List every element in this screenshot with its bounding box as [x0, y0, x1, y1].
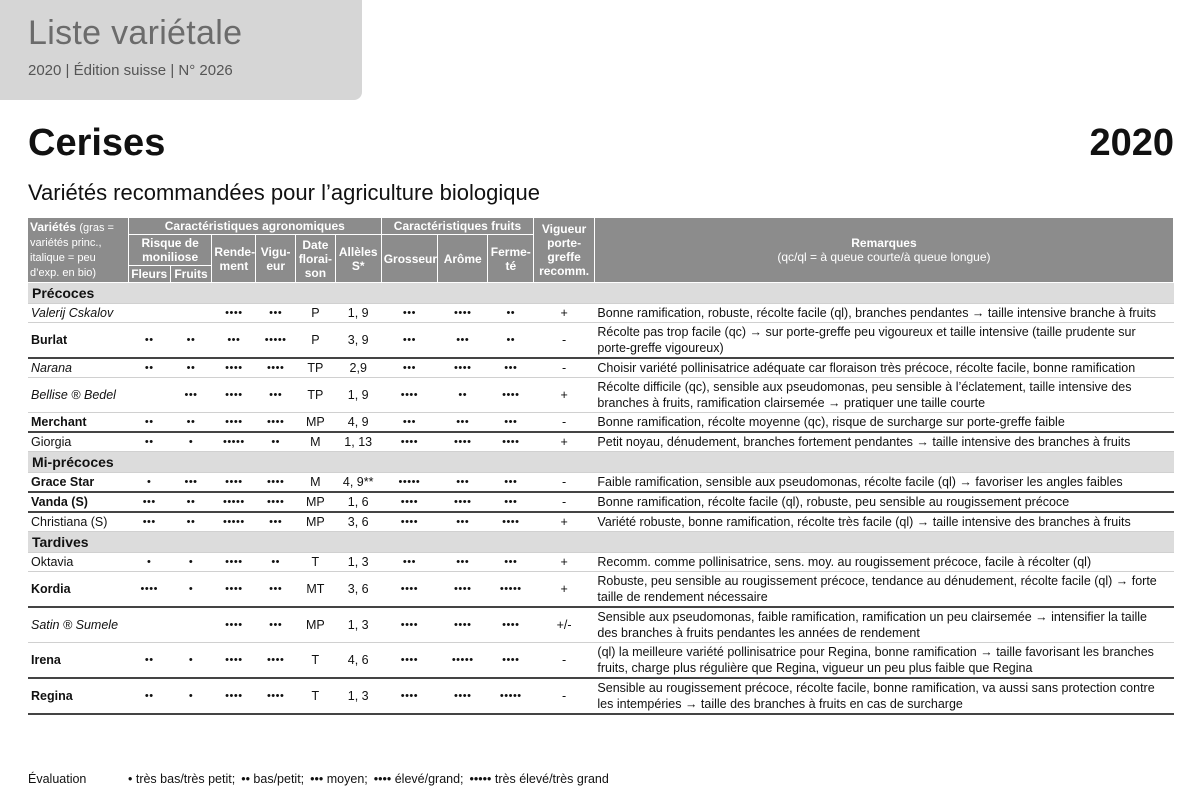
cell-remarque: Recomm. comme pollinisatrice, sens. moy. au rougissement précoce, facile à récolter (ql)	[594, 553, 1173, 572]
cell-fermete: •••	[488, 358, 534, 378]
cell-alleles: 1, 9	[335, 304, 381, 323]
cell-vigueur: ••••	[256, 678, 296, 714]
cell-fruits: •	[170, 572, 212, 608]
cell-grosseur: ••••	[381, 492, 437, 512]
cell-arome: ••••	[438, 607, 488, 643]
cell-arome: ••••	[438, 678, 488, 714]
variety-name: Burlat	[28, 323, 128, 359]
legend-item: ••••• très élevé/très grand	[469, 772, 609, 786]
cell-fleurs: ••••	[128, 572, 170, 608]
cell-fermete: ••••	[488, 432, 534, 452]
header-fruits-col: Fruits	[170, 266, 212, 283]
cell-grosseur: •••	[381, 323, 437, 359]
section-header	[28, 532, 1174, 553]
cell-fruits: •	[170, 553, 212, 572]
cell-remarque: Bonne ramification, récolte moyenne (qc), risque de surcharge sur porte-greffe faible	[594, 413, 1173, 433]
cell-vigueur: ••••	[256, 358, 296, 378]
cell-fruits: •	[170, 432, 212, 452]
table-row	[28, 512, 1174, 532]
header-fruits: Caractéristiques fruits	[381, 218, 534, 235]
cell-remarque: Bonne ramification, récolte facile (ql), robuste, peu sensible au rougissement précoce	[594, 492, 1173, 512]
variety-name: Giorgia	[28, 432, 128, 452]
variety-name: Regina	[28, 678, 128, 714]
cell-fruits: •	[170, 678, 212, 714]
cell-grosseur: •••	[381, 358, 437, 378]
variety-name: Valerij Cskalov	[28, 304, 128, 323]
cell-grosseur: •••	[381, 304, 437, 323]
table-row	[28, 553, 1174, 572]
cell-remarque: Variété robuste, bonne ramification, récolte très facile (ql) → taille intensive des branches à fruits	[594, 512, 1173, 532]
cell-alleles: 4, 9	[335, 413, 381, 433]
table-row	[28, 323, 1174, 359]
cell-rendement: ••••	[212, 678, 256, 714]
cell-arome: •••	[438, 413, 488, 433]
cell-vigueur: ••••	[256, 643, 296, 679]
header-grosseur: Grosseur	[381, 235, 437, 283]
cell-fermete: ••••	[488, 607, 534, 643]
cell-grosseur: ••••	[381, 678, 437, 714]
cell-rendement: •••••	[212, 492, 256, 512]
cell-pg: +	[534, 553, 595, 572]
cell-grosseur: ••••	[381, 607, 437, 643]
cell-fleurs: •	[128, 553, 170, 572]
table-row	[28, 678, 1174, 714]
cell-alleles: 3, 9	[335, 323, 381, 359]
cell-pg: +	[534, 304, 595, 323]
cell-alleles: 4, 6	[335, 643, 381, 679]
table-row	[28, 643, 1174, 679]
page-title: Cerises	[28, 122, 166, 164]
cell-remarque: Faible ramification, sensible aux pseudomonas, récolte facile (ql) → favoriser les angles faibles	[594, 473, 1173, 493]
cell-date: TP	[296, 358, 336, 378]
cell-fruits: ••	[170, 358, 212, 378]
header-remarques: Remarques (qc/ql = à queue courte/à queue longue)	[594, 218, 1173, 283]
cell-date: TP	[296, 378, 336, 413]
cell-vigueur: ••••	[256, 473, 296, 493]
cell-fermete: ••••	[488, 512, 534, 532]
cell-alleles: 1, 3	[335, 553, 381, 572]
header-subtitle: 2020 | Édition suisse | N° 2026	[28, 62, 233, 79]
header-date: Date florai-son	[296, 235, 336, 283]
variety-name: Oktavia	[28, 553, 128, 572]
cell-grosseur: ••••	[381, 643, 437, 679]
cell-fleurs	[128, 607, 170, 643]
table-row	[28, 432, 1174, 452]
legend-label: Évaluation	[28, 772, 87, 786]
cell-fruits	[170, 607, 212, 643]
header-vigueur-pg: Vigueur porte-greffe recomm.	[534, 218, 595, 283]
cell-rendement: ••••	[212, 607, 256, 643]
cell-fruits: ••	[170, 323, 212, 359]
cell-alleles: 2,9	[335, 358, 381, 378]
cell-date: MP	[296, 512, 336, 532]
cell-alleles: 1, 3	[335, 678, 381, 714]
cell-alleles: 1, 6	[335, 492, 381, 512]
legend-item: ••• moyen;	[310, 772, 368, 786]
header-box	[0, 0, 362, 100]
cell-fleurs: ••	[128, 413, 170, 433]
cell-arome: ••••	[438, 358, 488, 378]
variety-name: Narana	[28, 358, 128, 378]
table-row	[28, 358, 1174, 378]
legend	[28, 772, 609, 786]
cell-arome: ••••	[438, 572, 488, 608]
header-risque: Risque de moniliose	[128, 235, 212, 266]
cell-fleurs: •••	[128, 512, 170, 532]
table-row	[28, 492, 1174, 512]
table-row	[28, 607, 1174, 643]
cell-fermete: •••	[488, 553, 534, 572]
cell-pg: -	[534, 358, 595, 378]
cell-remarque: Sensible aux pseudomonas, faible ramification, ramification un peu clairsemée → intensifier la taille des branches à fruits pendantes les années de rendement	[594, 607, 1173, 643]
page-subtitle: Variétés recommandées pour l’agriculture biologique	[28, 180, 540, 205]
cell-pg: +/-	[534, 607, 595, 643]
cell-arome: ••••	[438, 492, 488, 512]
variety-name: Bellise ® Bedel	[28, 378, 128, 413]
cell-date: P	[296, 304, 336, 323]
cell-pg: -	[534, 678, 595, 714]
variety-name: Irena	[28, 643, 128, 679]
cell-remarque: Petit noyau, dénudement, branches fortement pendantes → taille intensive des branches à fruits	[594, 432, 1173, 452]
cell-rendement: •••••	[212, 512, 256, 532]
cell-pg: +	[534, 432, 595, 452]
cell-rendement: ••••	[212, 358, 256, 378]
section-header	[28, 283, 1174, 304]
cell-vigueur: ••••	[256, 492, 296, 512]
cell-pg: +	[534, 378, 595, 413]
cell-rendement: ••••	[212, 304, 256, 323]
cell-rendement: ••••	[212, 643, 256, 679]
variety-name: Vanda (S)	[28, 492, 128, 512]
legend-item: •••• élevé/grand;	[373, 772, 464, 786]
cell-fermete: •••	[488, 413, 534, 433]
header-arome: Arôme	[438, 235, 488, 283]
cell-fleurs: •	[128, 473, 170, 493]
cell-fleurs: ••	[128, 643, 170, 679]
cell-pg: -	[534, 492, 595, 512]
variety-name: Satin ® Sumele	[28, 607, 128, 643]
table-row	[28, 378, 1174, 413]
page-year: 2020	[1089, 122, 1174, 164]
cell-fleurs: ••	[128, 358, 170, 378]
table-row	[28, 413, 1174, 433]
cell-vigueur: •••	[256, 378, 296, 413]
table-row	[28, 473, 1174, 493]
cell-fermete: ••	[488, 304, 534, 323]
header-vigueur: Vigu-eur	[256, 235, 296, 283]
cell-alleles: 3, 6	[335, 512, 381, 532]
cell-vigueur: ••	[256, 553, 296, 572]
cell-rendement: ••••	[212, 413, 256, 433]
cell-date: T	[296, 678, 336, 714]
cell-grosseur: •••	[381, 553, 437, 572]
header-title: Liste variétale	[28, 14, 243, 52]
variety-name: Grace Star	[28, 473, 128, 493]
cell-fermete: ••••	[488, 643, 534, 679]
cell-vigueur: •••	[256, 304, 296, 323]
header-varietes: Variétés (gras = variétés princ., italique = peu d’exp. en bio)	[28, 218, 128, 283]
variety-name: Merchant	[28, 413, 128, 433]
cell-date: MT	[296, 572, 336, 608]
cell-grosseur: ••••	[381, 512, 437, 532]
cell-remarque: Récolte difficile (qc), sensible aux pseudomonas, peu sensible à l’éclatement, taille intensive des branches à fruits, ramification clairsemée → pratiquer une taille courte	[594, 378, 1173, 413]
header-rendement: Rende-ment	[212, 235, 256, 283]
cell-fleurs	[128, 378, 170, 413]
cell-fleurs: ••	[128, 323, 170, 359]
cell-fermete: •••	[488, 492, 534, 512]
cell-pg: -	[534, 643, 595, 679]
cell-fruits: ••	[170, 492, 212, 512]
cell-date: M	[296, 473, 336, 493]
table-row	[28, 304, 1174, 323]
cell-arome: •••	[438, 553, 488, 572]
header-agro: Caractéristiques agronomiques	[128, 218, 381, 235]
cell-remarque: Bonne ramification, robuste, récolte facile (ql), branches pendantes → taille intensive branche à fruits	[594, 304, 1173, 323]
cell-fruits	[170, 304, 212, 323]
cell-alleles: 4, 9**	[335, 473, 381, 493]
section-title: Mi-précoces	[28, 452, 1174, 473]
cell-date: MP	[296, 413, 336, 433]
cell-fruits: •••	[170, 473, 212, 493]
cell-remarque: Choisir variété pollinisatrice adéquate car floraison très précoce, récolte facile, bonne ramification	[594, 358, 1173, 378]
cell-fruits: •••	[170, 378, 212, 413]
cell-remarque: Récolte pas trop facile (qc) → sur porte-greffe peu vigoureux et taille intensive (taille prudente sur porte-greffe vigoureux)	[594, 323, 1173, 359]
variety-table	[28, 218, 1174, 715]
cell-date: P	[296, 323, 336, 359]
cell-vigueur: ••••	[256, 413, 296, 433]
cell-fermete: ••••	[488, 378, 534, 413]
cell-fleurs: ••	[128, 678, 170, 714]
cell-alleles: 1, 9	[335, 378, 381, 413]
cell-date: MP	[296, 492, 336, 512]
cell-rendement: ••••	[212, 553, 256, 572]
cell-alleles: 1, 13	[335, 432, 381, 452]
header-alleles: Allèles S*	[335, 235, 381, 283]
cell-rendement: •••	[212, 323, 256, 359]
cell-fruits: ••	[170, 512, 212, 532]
cell-arome: •••	[438, 512, 488, 532]
cell-fermete: •••••	[488, 572, 534, 608]
cell-date: MP	[296, 607, 336, 643]
section-title: Tardives	[28, 532, 1174, 553]
cell-remarque: (ql) la meilleure variété pollinisatrice pour Regina, bonne ramification → taille favorisant les branches fruits, charge plus régulière que Regina, vigueur un peu plus faible que Regina	[594, 643, 1173, 679]
cell-grosseur: ••••	[381, 572, 437, 608]
cell-fruits: ••	[170, 413, 212, 433]
cell-grosseur: •••	[381, 413, 437, 433]
variety-name: Christiana (S)	[28, 512, 128, 532]
cell-alleles: 3, 6	[335, 572, 381, 608]
cell-pg: +	[534, 512, 595, 532]
cell-date: T	[296, 643, 336, 679]
variety-name: Kordia	[28, 572, 128, 608]
cell-vigueur: •••	[256, 572, 296, 608]
cell-rendement: •••••	[212, 432, 256, 452]
table-row	[28, 572, 1174, 608]
section-title: Précoces	[28, 283, 1174, 304]
cell-pg: -	[534, 323, 595, 359]
cell-vigueur: •••	[256, 512, 296, 532]
cell-grosseur: ••••	[381, 378, 437, 413]
cell-pg: +	[534, 572, 595, 608]
cell-fleurs	[128, 304, 170, 323]
cell-rendement: ••••	[212, 572, 256, 608]
cell-vigueur: •••	[256, 607, 296, 643]
cell-fleurs: •••	[128, 492, 170, 512]
cell-date: M	[296, 432, 336, 452]
cell-vigueur: •••••	[256, 323, 296, 359]
cell-pg: -	[534, 473, 595, 493]
cell-fermete: •••••	[488, 678, 534, 714]
cell-alleles: 1, 3	[335, 607, 381, 643]
cell-arome: •••	[438, 323, 488, 359]
cell-arome: •••	[438, 473, 488, 493]
cell-fermete: ••	[488, 323, 534, 359]
header-fleurs: Fleurs	[128, 266, 170, 283]
legend-item: •• bas/petit;	[241, 772, 305, 786]
cell-rendement: ••••	[212, 378, 256, 413]
cell-arome: •••••	[438, 643, 488, 679]
cell-date: T	[296, 553, 336, 572]
cell-grosseur: •••••	[381, 473, 437, 493]
cell-remarque: Robuste, peu sensible au rougissement précoce, tendance au dénudement, récolte facile (ql) → forte taille de rendement nécessaire	[594, 572, 1173, 608]
cell-pg: -	[534, 413, 595, 433]
cell-remarque: Sensible au rougissement précoce, récolte facile, bonne ramification, va aussi sans protection contre les intempéries → taille des branches à fruits en cas de surcharge	[594, 678, 1173, 714]
cell-fleurs: ••	[128, 432, 170, 452]
cell-vigueur: ••	[256, 432, 296, 452]
cell-fruits: •	[170, 643, 212, 679]
section-header	[28, 452, 1174, 473]
cell-rendement: ••••	[212, 473, 256, 493]
cell-arome: ••••	[438, 304, 488, 323]
legend-item: • très bas/très petit;	[128, 772, 236, 786]
cell-grosseur: ••••	[381, 432, 437, 452]
cell-arome: ••••	[438, 432, 488, 452]
cell-arome: ••	[438, 378, 488, 413]
cell-fermete: •••	[488, 473, 534, 493]
header-fermete: Ferme-té	[488, 235, 534, 283]
